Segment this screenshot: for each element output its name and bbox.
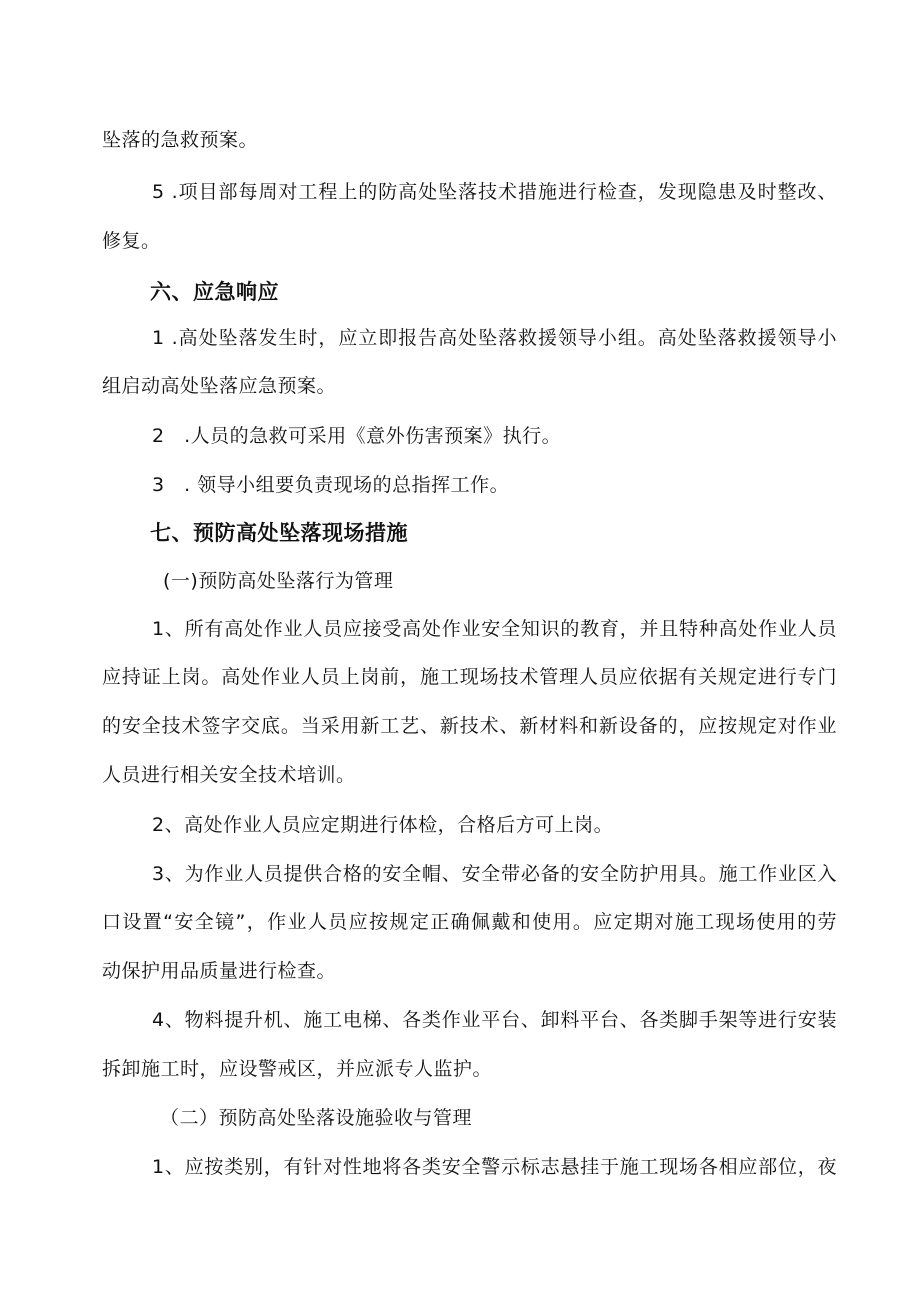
text-line: 修复。	[102, 230, 161, 252]
text-line: 3、为作业人员提供合格的安全帽、安全带必备的安全防护用具。施工作业区入	[152, 863, 837, 885]
section-heading: 六、应急响应	[150, 280, 279, 304]
text-line: 4、物料提升机、施工电梯、各类作业平台、卸料平台、各类脚手架等进行安装	[152, 1009, 837, 1031]
subsection-heading: （二）预防高处坠落设施验收与管理	[160, 1107, 473, 1129]
text-line: 2、高处作业人员应定期进行体检，合格后方可上岗。	[152, 814, 614, 836]
text-line: 5 .项目部每周对工程上的防高处坠落技术措施进行检查，发现隐患及时整改、	[152, 181, 837, 203]
text-line: 1、所有高处作业人员应接受高处作业安全知识的教育，并且特种高处作业人员	[152, 618, 837, 640]
text-line: 坠落的急救预案。	[102, 129, 259, 151]
text-line: 1 .高处坠落发生时，应立即报告高处坠落救援领导小组。高处坠落救援领导小	[152, 327, 837, 349]
text-line: 动保护用品质量进行检查。	[102, 960, 337, 982]
text-line: 应持证上岗。高处作业人员上岗前，施工现场技术管理人员应依据有关规定进行专门	[102, 666, 837, 688]
section-heading: 七、预防高处坠落现场措施	[150, 521, 408, 545]
text-line: 人员进行相关安全技术培训。	[102, 764, 356, 786]
text-line: 的安全技术签字交底。当采用新工艺、新技术、新材料和新设备的，应按规定对作业	[102, 715, 837, 737]
text-line: 组启动高处坠落应急预案。	[102, 375, 337, 397]
text-line: 1、应按类别，有针对性地将各类安全警示标志悬挂于施工现场各相应部位，夜	[152, 1156, 837, 1178]
text-line: 2 .人员的急救可采用《意外伤害预案》执行。	[152, 425, 562, 447]
text-line: 口设置“安全镜”，作业人员应按规定正确佩戴和使用。应定期对施工现场使用的劳	[102, 911, 837, 933]
text-line: 3 . 领导小组要负责现场的总指挥工作。	[152, 474, 510, 496]
subsection-heading: (一)预防高处坠落行为管理	[163, 570, 394, 592]
text-line: 拆卸施工时，应设警戒区，并应派专人监护。	[102, 1058, 493, 1080]
